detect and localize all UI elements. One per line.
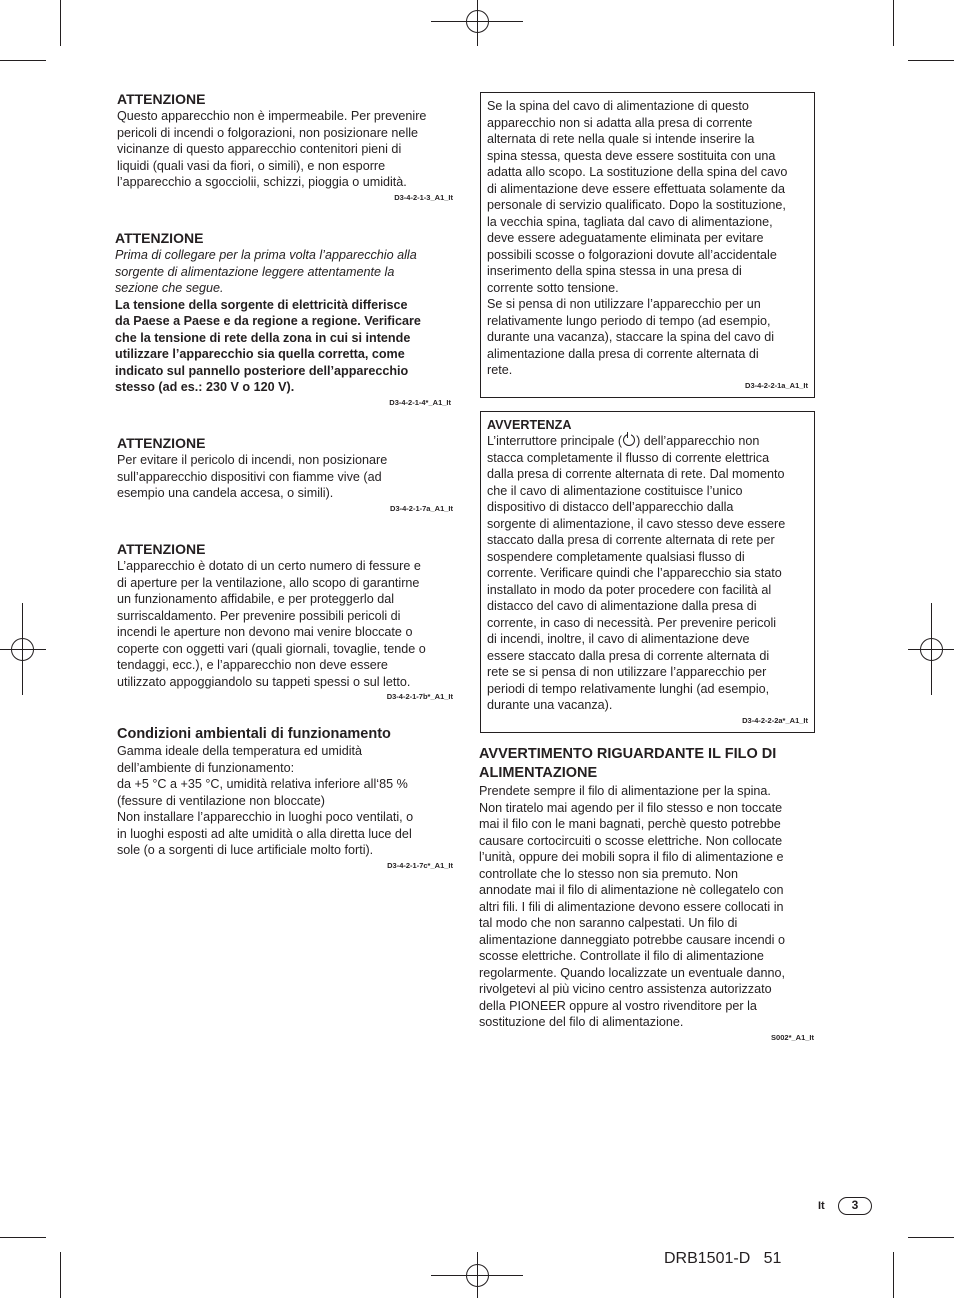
warning-power-switch-box	[480, 411, 815, 733]
operating-conditions	[117, 725, 453, 872]
crop-mark	[893, 1252, 894, 1298]
section-code: D3-4-2-1-7c*_A1_It	[387, 860, 453, 870]
section-heading: AVVERTIMENTO RIGUARDANTE IL FILO DI ALIMENTAZIONE	[479, 746, 777, 781]
registration-mark	[466, 1264, 489, 1287]
section-body: Per evitare il pericolo di incendi, non posizionare sull’apparecchio dispositivi con fiamme vive (ad esempio una candela accesa, o simili).	[117, 453, 388, 500]
page-number-badge: 3	[838, 1197, 872, 1215]
crop-mark	[60, 1252, 61, 1298]
crop-mark	[0, 60, 46, 61]
crop-mark	[908, 60, 954, 61]
caution-ventilation	[117, 540, 453, 703]
section-code: D3-4-2-1-4*_A1_It	[389, 397, 451, 407]
section-heading: ATTENZIONE	[117, 435, 206, 451]
power-icon	[623, 434, 635, 446]
crop-mark	[893, 0, 894, 46]
box-code: D3-4-2-2-1a_A1_It	[745, 380, 808, 390]
section-heading: ATTENZIONE	[115, 230, 204, 246]
section-intro: Prima di collegare per la prima volta l’apparecchio alla sorgente di alimentazione leggere attentamente la sezione che segue.	[115, 248, 417, 295]
text-fragment: L’interruttore principale (	[487, 434, 623, 448]
section-heading: ATTENZIONE	[117, 91, 206, 107]
caution-waterproof	[117, 90, 453, 204]
box-body: Se la spina del cavo di alimentazione di questo apparecchio non si adatta alla presa di corrente alternata di rete nella quale si intende inserire la spina stessa, questa deve essere sostituita con una adatta allo scopo. La sostituzione della spina del cavo di alimentazione deve essere effettuata solamente da personale di servizio qualificato. Dopo la sostituzione, la vecchia spina, tagliata dal cavo di alimentazione, deve essere adeguatamente eliminata per evitare possibili scosse o folgorazioni dovute all’accidentale inserimento della spina stessa in una presa di corrente sotto tensione. Se si pensa di non utilizzare l’apparecchio per un relativamente lungo periodo di tempo (ad esempio, durante una vacanza), staccare la spina del cavo di alimentazione dalla presa di corrente alternata di rete.	[487, 99, 788, 377]
section-body: L’apparecchio è dotato di un certo numero di fessure e di aperture per la ventilazione, allo scopo di garantirne un funzionamento affidabile, e per proteggerlo dal surriscaldamento. Per prevenire possibili pericoli di incendi le aperture non devono mai venire bloccate o coperte con oggetti vari (quali giornali, tovaglie, tende o tendaggi, ecc.), e l’apparecchio non deve essere utilizzato appoggiandolo su tappeti spessi o sul letto.	[117, 559, 426, 689]
section-body: Gamma ideale della temperatura ed umidità dell’ambiente di funzionamento: da +5 °C a +35 °C, umidità relativa inferiore all‘85 % (fessure di ventilazione non bloccate) Non installare l’apparecchio in luoghi poco ventilati, o in luoghi esposti ad alte umidità o alla diretta luce del sole (o a sorgenti di luce artificiale molto forti).	[117, 744, 414, 857]
box-code: D3-4-2-2-2a*_A1_It	[742, 715, 808, 725]
section-code: D3-4-2-1-3_A1_It	[394, 192, 453, 202]
caution-voltage	[115, 229, 451, 409]
language-label: It	[818, 1200, 825, 1212]
box-body-first-line	[487, 433, 808, 450]
document-footer: DRB1501-D 51	[664, 1250, 782, 1267]
section-heading: Condizioni ambientali di funzionamento	[117, 726, 391, 742]
box-heading: AVVERTENZA	[487, 418, 572, 432]
crop-mark	[0, 1237, 46, 1238]
section-body: Prendete sempre il filo di alimentazione per la spina. Non tiratelo mai agendo per il filo stesso e non toccate mai il filo con le mani bagnati, perchè questo potrebbe causare cortocircuiti o scosse elettriche. Non collocate l’unità, oppure dei mobili sopra il filo di alimentazione e controllate che lo stesso non sia premuto. Non annodate mai il filo di alimentazione nè collegatelo con altri fili. I fili di alimentazione devono essere collocati in tal modo che non saranno calpestati. Un filo di alimentazione danneggiato potrebbe causare incendi o scosse elettriche. Controllate il filo di alimentazione regolarmente. Quando localizzate un eventuale danno, rivolgetevi al più vicino centro assistenza autorizzato della PIONEER oppure al vostro rivenditore per la sostituzione del filo di alimentazione.	[479, 784, 785, 1029]
registration-mark	[466, 10, 489, 33]
caution-open-flame	[117, 434, 453, 515]
registration-mark	[920, 638, 943, 661]
section-code: S002*_A1_It	[771, 1032, 814, 1042]
section-code: D3-4-2-1-7b*_A1_It	[386, 692, 453, 701]
crop-mark	[908, 1237, 954, 1238]
section-bold-warning: La tensione della sorgente di elettricità differisce da Paese a Paese e da regione a regione. Verificare che la tensione di rete della zona in cui si intende utilizzare l’apparecchio sia quella corretta, come indicato sul pannello posteriore dell’apparecchio stesso (ad es.: 230 V o 120 V).	[115, 297, 421, 394]
section-code: D3-4-2-1-7a_A1_It	[390, 503, 453, 513]
crop-mark	[60, 0, 61, 46]
section-heading: ATTENZIONE	[117, 541, 206, 557]
text-fragment: ) dell’apparecchio non	[636, 434, 760, 448]
box-body: stacca completamente il flusso di corrente elettrica dalla presa di corrente alternata di rete. Dal momento che il cavo di alimentazione costituisce l’unico dispositivo di distacco dell’apparecchio dalla sorgente di alimentazione, il cavo stesso deve essere staccato dalla presa di corrente alternata di rete per sospendere completamente qualsiasi flusso di corrente. Verificare quindi che l’apparecchio sia stato installato in modo da poter procedere con facilità al distacco del cavo di alimentazione dalla presa di corrente, in caso di necessità. Per prevenire pericoli di incendi, inoltre, il cavo di alimentazione deve essere staccato dalla presa di corrente alternata di rete se si pensa di non utilizzare l’apparecchio per periodi di tempo relativamente lunghi (ad esempio, durante una vacanza).	[487, 450, 786, 712]
section-body: Questo apparecchio non è impermeabile. Per prevenire pericoli di incendi o folgorazioni, non posizionare nelle vicinanze di questo apparecchio contenitori pieni di liquidi (quali vasi da fiori, o simili), e non esporre l’apparecchio a sgocciolii, schizzi, pioggia o umidità.	[117, 109, 427, 189]
power-cord-warning	[479, 745, 814, 1044]
registration-mark	[11, 638, 34, 661]
plug-replacement-box	[480, 92, 815, 398]
